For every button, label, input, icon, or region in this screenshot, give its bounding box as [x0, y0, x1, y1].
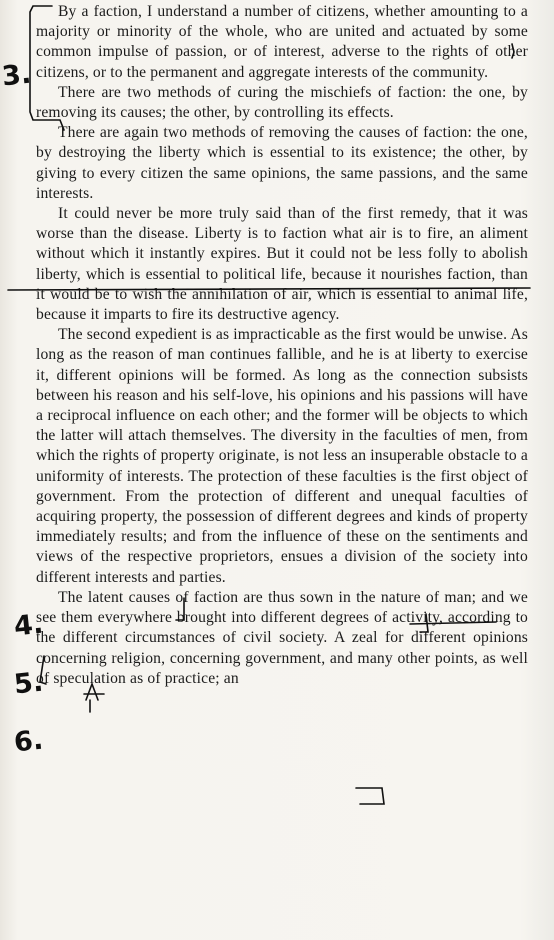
paragraph-faction-definition: By a faction, I understand a number of citizens, whether amounting to a majority or minority of the whole, who are united and actuated by some common impulse of passion, or of interest, adverse to the rights of other citizens, or to the permanent and aggregate interests of the community. — [36, 3, 528, 81]
paragraph-two-methods-removing: There are again two methods of removing the causes of faction: the one, by destroying the liberty which is essential to its existence; the other, by giving to every citizen the same opinions, the same passions, and the same interests. — [36, 124, 528, 202]
margin-note-6: 6. — [12, 724, 45, 759]
body-text — [36, 2, 528, 689]
margin-note-5: 5. — [12, 666, 45, 701]
paragraph-first-remedy: It could never be more truly said than of the first remedy, that it was worse than the disease. Liberty is to faction what air is to fire, an aliment without which it instantly expires. But it could not be less folly to abolish liberty, which is essential to political life, because it nourishes faction, than it would be to wish the annihilation of air, which is essential to animal life, because it imparts to fire its destructive agency. — [36, 205, 528, 324]
bracket-mark-parties — [356, 788, 384, 804]
paragraph-two-methods-curing: There are two methods of curing the mischiefs of faction: the one, by removing its causes; the other, by controlling its effects. — [36, 83, 528, 122]
paragraph-latent-causes: The latent causes of faction are thus sown in the nature of man; and we see them everywhere brought into different degrees of activity, according to the different circumstances of civil society. A zeal for different opinions concerning religion, concerning government, and many other points, as well of speculation as of practice; an — [36, 588, 528, 687]
paragraph-second-expedient: The second expedient is as impracticable as the first would be unwise. As long as the reason of man continues fallible, and he is at liberty to exercise it, different opinions will be formed. As long as the connection subsists between his reason and his self-love, his opinions and his passions will have a reciprocal influence on each other; and the former will be objects to which the latter will attach themselves. The diversity in the faculties of men, from which the rights of property originate, is not less an insuperable obstacle to a uniformity of interests. The protection of these faculties is the first object of government. From the protection of different and unequal faculties of acquiring property, the possession of different degrees and kinds of property immediately results; and from the influence of these on the sentiments and views of the respective proprietors, ensues a division of the society into different interests and parties. — [36, 326, 528, 586]
margin-note-4: 4. — [12, 608, 45, 643]
margin-note-3: 3. — [0, 58, 33, 93]
